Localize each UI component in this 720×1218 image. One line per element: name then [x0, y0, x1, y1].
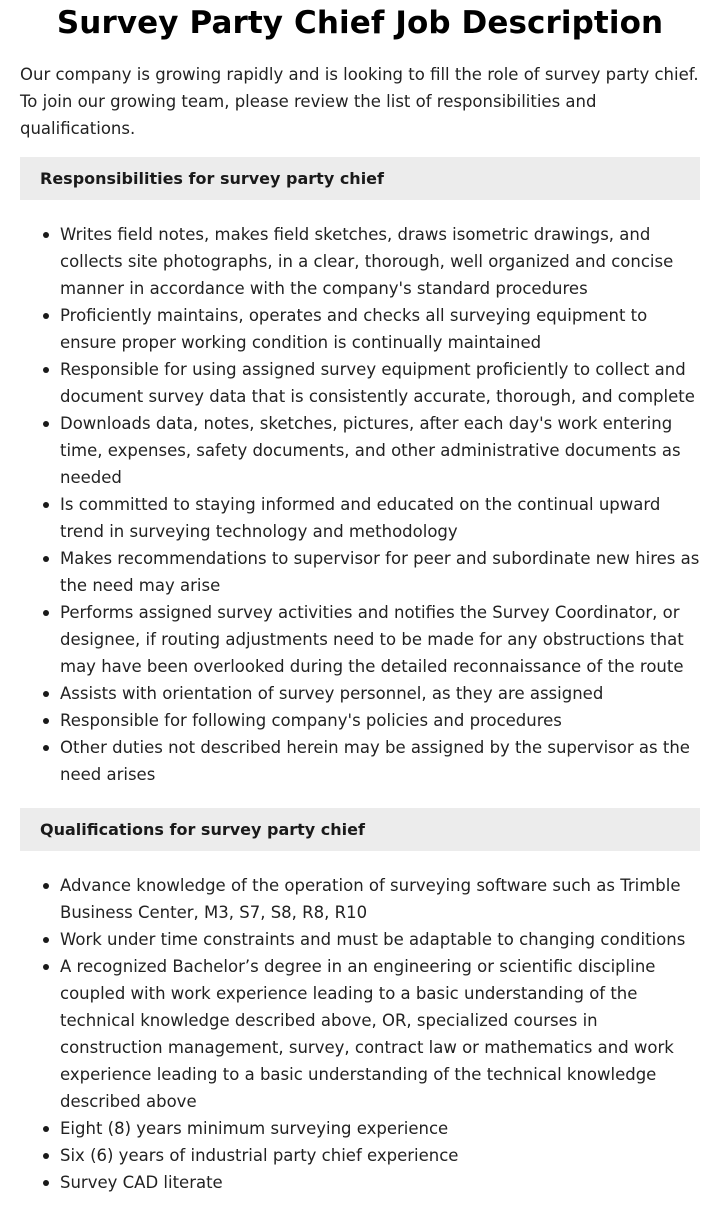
list-item: Proficiently maintains, operates and checks all surveying equipment to ensure proper working condition is continually maintained	[60, 302, 700, 356]
responsibilities-list	[20, 221, 700, 788]
list-item: Performs assigned survey activities and notifies the Survey Coordinator, or designee, if routing adjustments need to be made for any obstructions that may have been overlooked during the detailed reconnaissance of the route	[60, 599, 700, 680]
list-item: Assists with orientation of survey personnel, as they are assigned	[60, 680, 700, 707]
list-item: Eight (8) years minimum surveying experience	[60, 1115, 700, 1142]
list-item: Other duties not described herein may be assigned by the supervisor as the need arises	[60, 734, 700, 788]
list-item: Is committed to staying informed and educated on the continual upward trend in surveying technology and methodology	[60, 491, 700, 545]
qualifications-list	[20, 872, 700, 1196]
page-title: Survey Party Chief Job Description	[56, 5, 664, 41]
qualifications-heading: Qualifications for survey party chief	[20, 808, 700, 851]
list-item: Responsible for following company's policies and procedures	[60, 707, 700, 734]
list-item: Survey CAD literate	[60, 1169, 700, 1196]
list-item: Writes field notes, makes field sketches, draws isometric drawings, and collects site photographs, in a clear, thorough, well organized and concise manner in accordance with the company's standard procedures	[60, 221, 700, 302]
responsibilities-heading: Responsibilities for survey party chief	[20, 157, 700, 200]
list-item: A recognized Bachelor’s degree in an engineering or scientific discipline coupled with work experience leading to a basic understanding of the technical knowledge described above, OR, specialized courses in construction management, survey, contract law or mathematics and work experience leading to a basic understanding of the technical knowledge described above	[60, 953, 700, 1115]
list-item: Downloads data, notes, sketches, pictures, after each day's work entering time, expenses, safety documents, and other administrative documents as needed	[60, 410, 700, 491]
list-item: Work under time constraints and must be adaptable to changing conditions	[60, 926, 700, 953]
list-item: Makes recommendations to supervisor for peer and subordinate new hires as the need may arise	[60, 545, 700, 599]
list-item: Advance knowledge of the operation of surveying software such as Trimble Business Center, M3, S7, S8, R8, R10	[60, 872, 700, 926]
list-item: Six (6) years of industrial party chief experience	[60, 1142, 700, 1169]
intro-paragraph: Our company is growing rapidly and is looking to fill the role of survey party chief. To join our growing team, please review the list of responsibilities and qualifications.	[20, 65, 699, 138]
list-item: Responsible for using assigned survey equipment proficiently to collect and document survey data that is consistently accurate, thorough, and complete	[60, 356, 700, 410]
